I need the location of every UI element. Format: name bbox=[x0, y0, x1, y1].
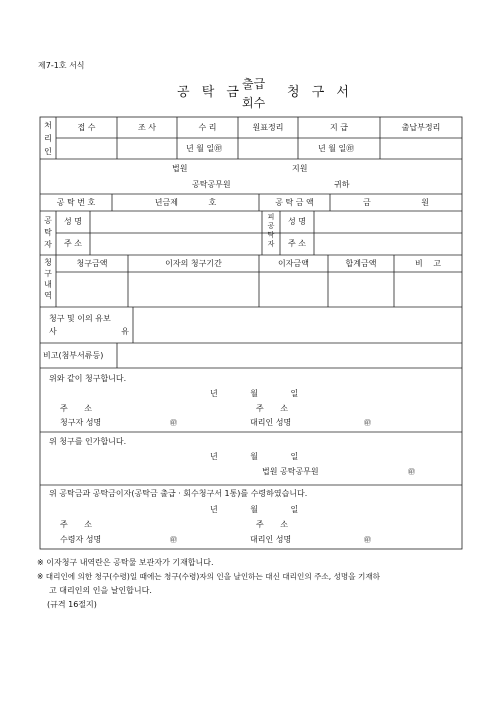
header-payment: 지 급 bbox=[330, 123, 348, 132]
date-stamp-payment: 년 월 일㊞ bbox=[318, 144, 355, 153]
section3-date: 년 월 일 bbox=[210, 505, 299, 514]
depositor-label: 공 탁 자 bbox=[44, 216, 52, 249]
paper-size-note: (규격 16절지) bbox=[47, 600, 97, 609]
reason-line2: 사 유 bbox=[49, 327, 129, 336]
honorific: 귀하 bbox=[334, 180, 350, 189]
section1-address: 주 소 bbox=[60, 404, 92, 413]
title-left: 공 탁 금 bbox=[177, 85, 243, 100]
court-label: 법원 bbox=[172, 164, 188, 173]
date-stamp-accept: 년 월 일㊞ bbox=[186, 144, 223, 153]
section1-date: 년 월 일 bbox=[210, 389, 299, 398]
seal-icon: ㊞ bbox=[170, 419, 177, 427]
branch-label: 지원 bbox=[292, 164, 308, 173]
depositor-name-label: 성 명 bbox=[64, 217, 82, 226]
reason-line1: 청구 및 이의 유보 bbox=[49, 314, 111, 323]
footnote-1: ※ 이자청구 내역란은 공탁물 보관자가 기재합니다. bbox=[37, 558, 214, 567]
depositor-address-label: 주 소 bbox=[64, 239, 82, 248]
deposit-number-value: 년금제 호 bbox=[154, 198, 217, 207]
section3-agent-name: 대리인 성명 bbox=[250, 535, 292, 544]
claim-header-period: 이자의 청구기간 bbox=[165, 259, 222, 268]
section2-statement: 위 청구를 인가합니다. bbox=[49, 437, 127, 446]
section3-agent-address: 주 소 bbox=[256, 520, 288, 529]
claim-header-interest: 이자금액 bbox=[278, 259, 309, 268]
officer-label: 공탁공무원 bbox=[192, 180, 231, 189]
process-label: 처 리 인 bbox=[44, 121, 52, 156]
seal-icon: ㊞ bbox=[408, 468, 415, 476]
claim-header-remarks: 비 고 bbox=[415, 259, 441, 268]
claim-header-amount: 청구금액 bbox=[76, 259, 108, 268]
section1-agent-name: 대리인 성명 bbox=[250, 418, 292, 427]
deposit-amount-label: 공 탁 금 액 bbox=[275, 198, 314, 207]
form-number: 제7-1호 서식 bbox=[38, 61, 85, 70]
title-right: 청 구 서 bbox=[287, 85, 353, 100]
claim-label: 청 구 내 역 bbox=[44, 258, 52, 300]
seal-icon: ㊞ bbox=[364, 536, 371, 544]
beneficiary-label: 피 공 탁 자 bbox=[267, 213, 275, 248]
header-receive: 접 수 bbox=[77, 123, 96, 132]
note-label: 비고(첨부서류등) bbox=[43, 351, 104, 360]
section1-agent-address: 주 소 bbox=[256, 404, 288, 413]
section2-officer: 법원 공탁공무원 bbox=[262, 467, 319, 476]
beneficiary-name-label: 성 명 bbox=[288, 217, 306, 226]
deposit-amount-value: 금 원 bbox=[363, 198, 429, 207]
header-cashbook: 출납부정리 bbox=[401, 123, 441, 132]
beneficiary-address-label: 주 소 bbox=[288, 239, 306, 248]
seal-icon: ㊞ bbox=[364, 419, 371, 427]
section1-claimant-name: 청구자 성명 bbox=[60, 418, 102, 427]
section3-statement: 위 공탁금과 공탁금이자(공탁금 출급 · 회수청구서 1통)를 수령하였습니다. bbox=[49, 489, 308, 498]
seal-icon: ㊞ bbox=[170, 536, 177, 544]
deposit-number-label: 공 탁 번 호 bbox=[56, 198, 96, 207]
title-top: 출급 bbox=[242, 77, 266, 91]
header-investigate: 조 사 bbox=[138, 123, 156, 132]
claim-header-total: 합계금액 bbox=[345, 259, 377, 268]
title-bottom: 회수 bbox=[242, 96, 266, 110]
section3-address: 주 소 bbox=[60, 520, 92, 529]
section1-statement: 위와 같이 청구합니다. bbox=[49, 374, 127, 383]
footnote-2: ※ 대리인에 의한 청구(수령)일 때에는 청구(수령)자의 인을 날인하는 대신 대리인의 주소, 성명을 기재하 bbox=[37, 572, 381, 581]
header-accept: 수 리 bbox=[198, 123, 217, 132]
section2-date: 년 월 일 bbox=[210, 452, 299, 461]
footnote-3: 고 대리인의 인을 날인합니다. bbox=[49, 586, 152, 595]
section3-receiver-name: 수령자 성명 bbox=[60, 535, 102, 544]
header-ledger: 원표정리 bbox=[252, 123, 284, 132]
